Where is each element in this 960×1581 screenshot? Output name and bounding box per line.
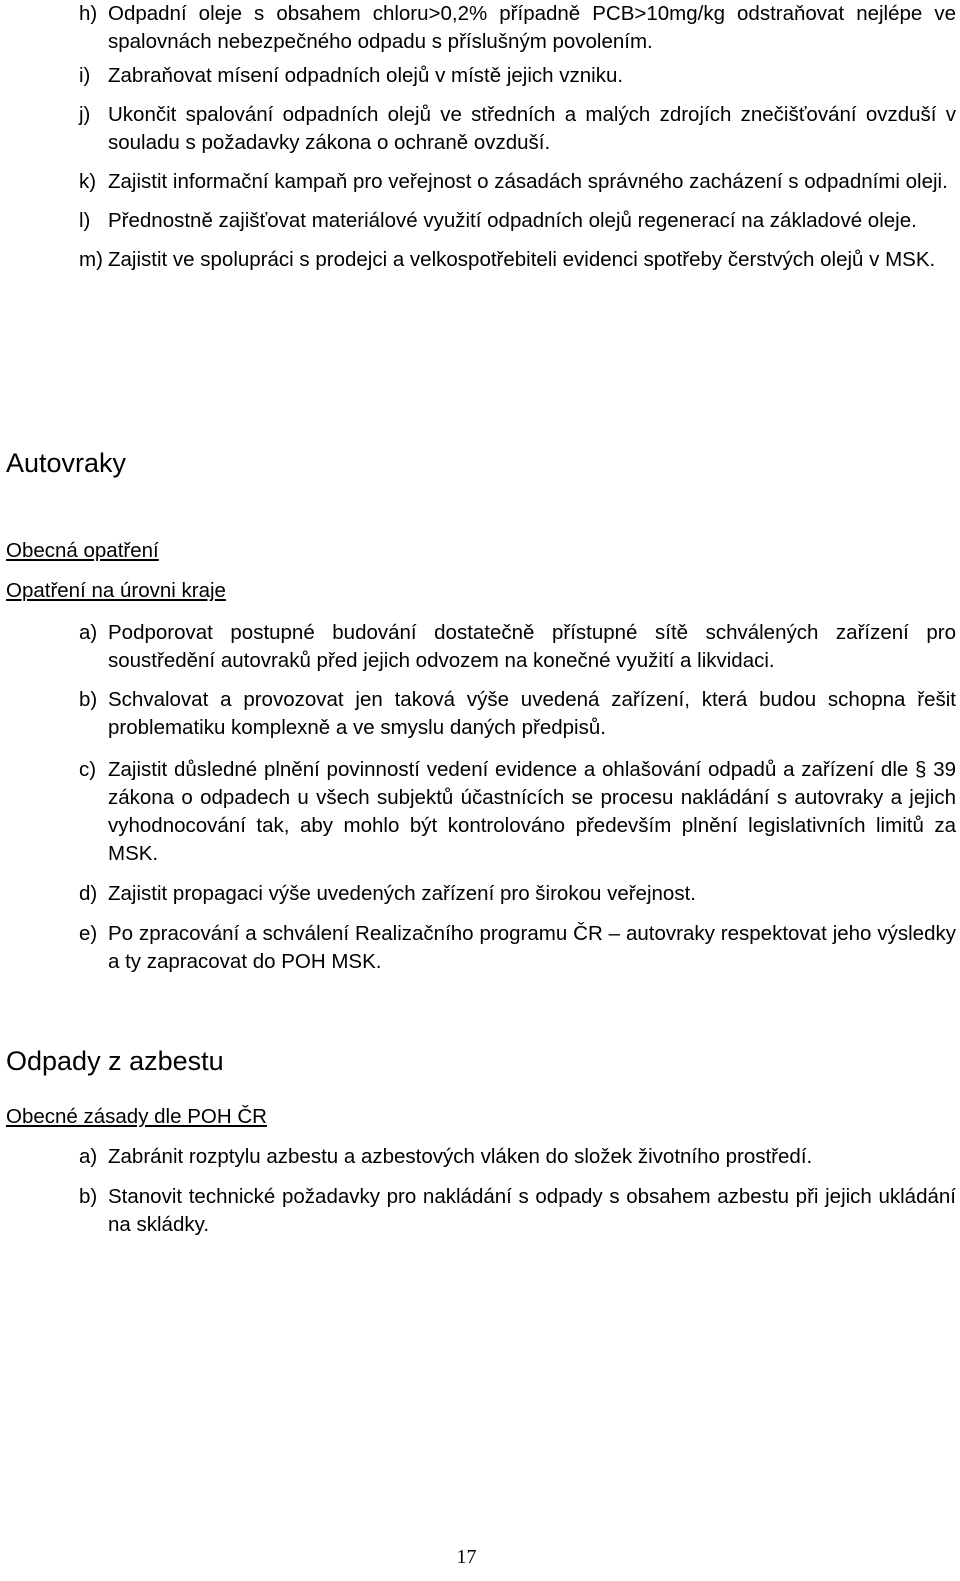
list-marker: j): [79, 103, 91, 126]
list-item: [0, 0, 960, 56]
subheading-general-principles: Obecné zásady dle POH ČR: [6, 1105, 267, 1128]
list-marker: d): [79, 882, 98, 905]
list-item: [0, 619, 960, 675]
section-heading-azbest: Odpady z azbestu: [6, 1046, 224, 1076]
page-number: 17: [456, 1546, 477, 1568]
list-item-text: Zajistit informační kampaň pro veřejnost o zásadách správného zacházení s odpadními oleji.: [108, 170, 948, 193]
list-item-text: Přednostně zajišťovat materiálové využití odpadních olejů regenerací na základové oleje.: [108, 209, 917, 232]
list-item-text: Schvalovat a provozovat jen taková výše uvedená zařízení, která budou schopna řešit problematiku komplexně a ve smyslu daných předpisů.: [108, 688, 956, 739]
list-item-text: Zabraňovat mísení odpadních olejů v místě jejich vzniku.: [108, 64, 624, 87]
subheading-general-measures: Obecná opatření: [6, 539, 159, 562]
list-marker: b): [79, 1185, 98, 1208]
list-item-text: Stanovit technické požadavky pro nakládání s odpady s obsahem azbestu při jejich ukládání na skládky.: [108, 1185, 956, 1236]
list-item: [0, 101, 960, 157]
list-marker: i): [79, 64, 91, 87]
list-item-text: Zajistit propagaci výše uvedených zařízení pro širokou veřejnost.: [108, 882, 696, 905]
list-item: [0, 207, 960, 235]
list-item: [0, 880, 960, 908]
list-item: [0, 246, 960, 274]
list-marker: c): [79, 758, 97, 781]
list-item: [0, 1143, 960, 1171]
list-item: [0, 756, 960, 868]
list-item: [0, 686, 960, 742]
list-item-text: Ukončit spalování odpadních olejů ve středních a malých zdrojích znečišťování ovzduší v souladu s požadavky zákona o ochraně ovzduší.: [108, 103, 956, 154]
list-item-text: Zajistit důsledné plnění povinností vedení evidence a ohlašování odpadů a zařízení dle § 39 zákona o odpadech u všech subjektů účastnících se procesu nakládání s autovraky a jejich vyhodnocování tak, aby mohlo být kontrolováno především plnění legislativních limitů za MSK.: [108, 758, 956, 865]
list-marker: m): [79, 248, 103, 271]
section-heading-autovraky: Autovraky: [6, 448, 127, 478]
list-item: [0, 168, 960, 196]
azbest-measures-list: [0, 1143, 960, 1239]
list-item-text: Odpadní oleje s obsahem chloru>0,2% případně PCB>10mg/kg odstraňovat nejlépe ve spalovnách nebezpečného odpadu s příslušným povolením.: [108, 2, 956, 53]
list-item-text: Zajistit ve spolupráci s prodejci a velkospotřebiteli evidenci spotřeby čerstvých olejů v MSK.: [108, 248, 936, 271]
list-marker: a): [79, 1145, 98, 1168]
oil-measures-list: [0, 0, 960, 274]
list-marker: k): [79, 170, 97, 193]
list-marker: e): [79, 922, 98, 945]
list-item: [0, 920, 960, 976]
list-marker: b): [79, 688, 98, 711]
list-item: [0, 62, 960, 90]
list-marker: h): [79, 2, 98, 25]
list-item: [0, 1183, 960, 1239]
list-marker: l): [79, 209, 91, 232]
subheading-regional-measures: Opatření na úrovni kraje: [6, 579, 226, 602]
list-item-text: Podporovat postupné budování dostatečně přístupné sítě schválených zařízení pro soustředění autovraků před jejich odvozem na konečné využití a likvidaci.: [108, 621, 956, 672]
list-marker: a): [79, 621, 98, 644]
autovraky-measures-list: [0, 619, 960, 976]
list-item-text: Po zpracování a schválení Realizačního programu ČR – autovraky respektovat jeho výsledky a ty zapracovat do POH MSK.: [108, 922, 956, 973]
list-item-text: Zabránit rozptylu azbestu a azbestových vláken do složek životního prostředí.: [108, 1145, 813, 1168]
